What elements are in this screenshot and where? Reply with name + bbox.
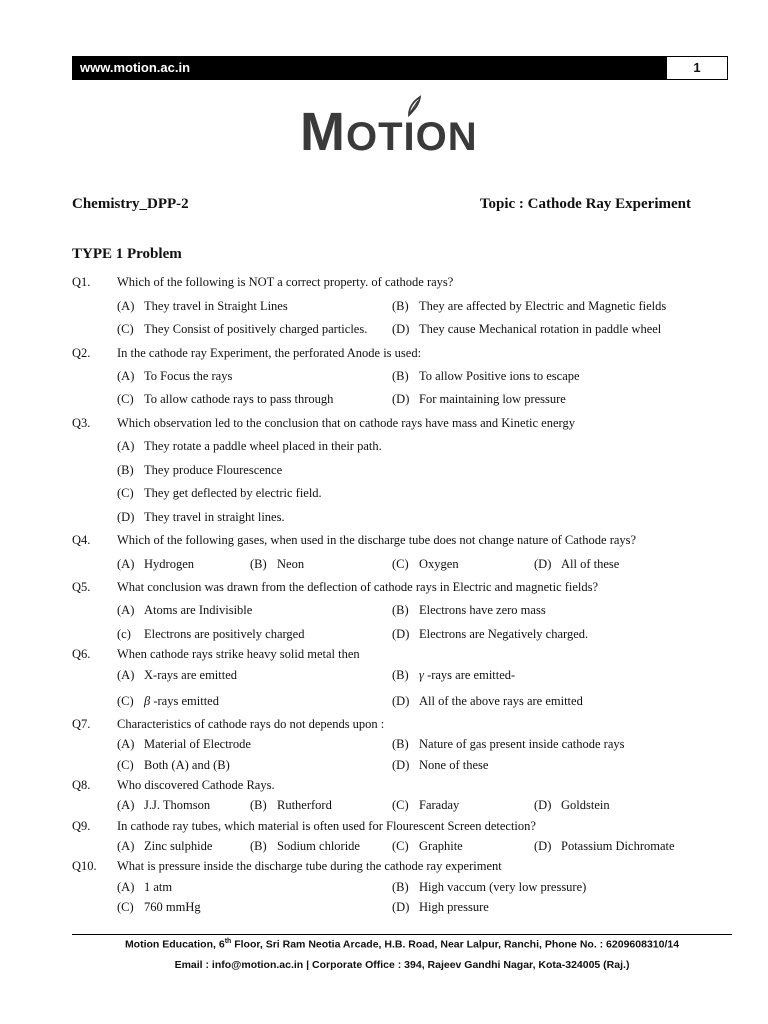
question-text: Characteristics of cathode rays do not depends upon : xyxy=(117,717,385,731)
option-a xyxy=(117,798,210,813)
option-label: (C) xyxy=(392,557,409,571)
question-number: Q2. xyxy=(72,346,91,360)
option-text: Neon xyxy=(277,557,305,571)
question-number: Q7. xyxy=(72,717,91,731)
option-c xyxy=(392,839,463,854)
option-c xyxy=(392,798,459,813)
option-label: (D) xyxy=(534,839,552,853)
option-label: (A) xyxy=(117,839,135,853)
option-label: (A) xyxy=(117,369,135,383)
question-text: What is pressure inside the discharge tube during the cathode ray experiment xyxy=(117,859,502,873)
option-c xyxy=(117,900,201,915)
option-d xyxy=(534,798,610,813)
logo-letter-m: M xyxy=(300,102,346,162)
option-c xyxy=(117,694,219,709)
option-text: J.J. Thomson xyxy=(144,798,211,812)
option-c xyxy=(117,392,333,407)
option-text: Electrons have zero mass xyxy=(419,603,546,617)
option-label: (D) xyxy=(392,322,410,336)
option-label: (A) xyxy=(117,880,135,894)
option-d xyxy=(392,392,566,407)
question-number: Q5. xyxy=(72,580,91,594)
option-b xyxy=(250,839,360,854)
question-text: Which of the following gases, when used in the discharge tube does not change nature of Cathode rays? xyxy=(117,533,637,547)
option-label: (B) xyxy=(392,668,409,682)
option-text: To Focus the rays xyxy=(144,369,233,383)
option-label: (D) xyxy=(117,510,135,524)
option-a xyxy=(117,439,382,454)
option-text: Electrons are Negatively charged. xyxy=(419,627,589,641)
option-text: They get deflected by electric field. xyxy=(144,486,322,500)
option-text: High vaccum (very low pressure) xyxy=(419,880,587,894)
option-text: -rays emitted xyxy=(150,694,219,708)
question-text: In cathode ray tubes, which material is often used for Flourescent Screen detection? xyxy=(117,819,536,833)
option-b xyxy=(250,798,332,813)
option-label: (C) xyxy=(117,758,134,772)
option-label: (B) xyxy=(250,839,267,853)
logo-letter-i: I xyxy=(403,115,416,159)
footer-address xyxy=(72,938,732,951)
option-a xyxy=(117,369,232,384)
question-text: When cathode rays strike heavy solid metal then xyxy=(117,647,360,661)
option-label: (B) xyxy=(117,463,134,477)
question-number: Q1. xyxy=(72,275,91,289)
option-b xyxy=(392,603,546,618)
option-label: (A) xyxy=(117,798,135,812)
footer-address-start: Motion Education, 6 xyxy=(124,938,225,951)
subject-title: Chemistry_DPP-2 xyxy=(72,196,189,212)
option-text: Both (A) and (B) xyxy=(144,758,230,772)
option-label: (c) xyxy=(117,627,131,641)
question-number: Q3. xyxy=(72,416,91,430)
question-number: Q8. xyxy=(72,778,91,792)
option-text: Electrons are positively charged xyxy=(144,627,305,641)
option-text: Material of Electrode xyxy=(144,737,251,751)
option-b xyxy=(392,299,666,314)
option-label: (B) xyxy=(392,369,409,383)
option-text: To allow Positive ions to escape xyxy=(419,369,580,383)
question-number: Q10. xyxy=(72,859,97,873)
option-text: -rays are emitted- xyxy=(423,668,516,682)
type-heading: TYPE 1 Problem xyxy=(72,246,182,262)
option-text: All of these xyxy=(561,557,620,571)
option-d xyxy=(534,557,619,572)
option-text: They travel in Straight Lines xyxy=(144,299,288,313)
option-text: Atoms are Indivisible xyxy=(144,603,253,617)
option-d xyxy=(392,758,488,773)
option-text: Sodium chloride xyxy=(277,839,360,853)
option-text: To allow cathode rays to pass through xyxy=(144,392,334,406)
question-text: Which observation led to the conclusion that on cathode rays have mass and Kinetic energy xyxy=(117,416,575,430)
option-text: Potassium Dichromate xyxy=(561,839,675,853)
footer-address-end: Floor, Sri Ram Neotia Arcade, H.B. Road, Near Lalpur, Ranchi, Phone No. : 6209608310/14 xyxy=(231,938,680,951)
website-url[interactable]: www.motion.ac.in xyxy=(80,60,191,75)
logo-letters-ot: OT xyxy=(345,115,404,159)
leaf-icon xyxy=(406,95,422,117)
option-a xyxy=(117,603,252,618)
option-label: (C) xyxy=(117,392,134,406)
option-label: (D) xyxy=(392,758,410,772)
option-label: (C) xyxy=(117,694,134,708)
beta-symbol: β xyxy=(144,694,151,708)
question-number: Q9. xyxy=(72,819,91,833)
option-c xyxy=(117,627,304,642)
option-c xyxy=(392,557,459,572)
option-label: (B) xyxy=(250,798,267,812)
option-d xyxy=(392,900,489,915)
option-a xyxy=(117,737,251,752)
footer-divider xyxy=(72,934,732,935)
option-text: None of these xyxy=(419,758,489,772)
option-label: (D) xyxy=(392,900,410,914)
option-text: They Consist of positively charged particles. xyxy=(144,322,368,336)
logo-i-with-leaf xyxy=(404,115,416,159)
option-d xyxy=(392,694,583,709)
question-text: In the cathode ray Experiment, the perforated Anode is used: xyxy=(117,346,422,360)
option-label: (A) xyxy=(117,299,135,313)
gamma-symbol: γ xyxy=(419,668,424,682)
option-b xyxy=(250,557,304,572)
option-text: Rutherford xyxy=(277,798,332,812)
option-b xyxy=(392,369,580,384)
option-label: (B) xyxy=(250,557,267,571)
motion-logo xyxy=(300,102,500,162)
option-label: (C) xyxy=(392,839,409,853)
header-website-bar xyxy=(72,56,666,80)
question-text: What conclusion was drawn from the deflection of cathode rays in Electric and magnetic fields? xyxy=(117,580,599,594)
option-a xyxy=(117,839,212,854)
option-c xyxy=(117,322,367,337)
option-label: (A) xyxy=(117,603,135,617)
option-text: 1 atm xyxy=(144,880,173,894)
option-d xyxy=(392,627,588,642)
option-label: (B) xyxy=(392,603,409,617)
option-b xyxy=(392,880,586,895)
option-label: (C) xyxy=(392,798,409,812)
option-text: Zinc sulphide xyxy=(144,839,213,853)
question-number: Q6. xyxy=(72,647,91,661)
option-text: Hydrogen xyxy=(144,557,194,571)
option-b xyxy=(392,737,624,752)
option-a xyxy=(117,880,172,895)
option-text: All of the above rays are emitted xyxy=(419,694,583,708)
question-number: Q4. xyxy=(72,533,91,547)
question-text: Which of the following is NOT a correct property. of cathode rays? xyxy=(117,275,454,289)
option-text: They rotate a paddle wheel placed in their path. xyxy=(144,439,382,453)
option-label: (D) xyxy=(534,557,552,571)
option-label: (A) xyxy=(117,557,135,571)
option-text: They are affected by Electric and Magnetic fields xyxy=(419,299,667,313)
option-text: High pressure xyxy=(419,900,489,914)
option-label: (D) xyxy=(392,392,410,406)
option-label: (A) xyxy=(117,668,135,682)
question-text: Who discovered Cathode Rays. xyxy=(117,778,275,792)
option-d xyxy=(392,322,661,337)
option-a xyxy=(117,557,194,572)
option-label: (C) xyxy=(117,900,134,914)
option-label: (C) xyxy=(117,486,134,500)
option-text: Nature of gas present inside cathode rays xyxy=(419,737,625,751)
option-label: (D) xyxy=(392,627,410,641)
option-text: Faraday xyxy=(419,798,460,812)
option-label: (D) xyxy=(534,798,552,812)
option-text: They cause Mechanical rotation in paddle wheel xyxy=(419,322,662,336)
option-d xyxy=(534,839,675,854)
option-d xyxy=(117,510,285,525)
option-label: (A) xyxy=(117,439,135,453)
topic-title: Topic : Cathode Ray Experiment xyxy=(479,196,691,212)
logo-letters-on: ON xyxy=(415,115,478,159)
option-label: (B) xyxy=(392,880,409,894)
option-c xyxy=(117,758,230,773)
option-a xyxy=(117,299,288,314)
option-text: Graphite xyxy=(419,839,463,853)
option-text: For maintaining low pressure xyxy=(419,392,566,406)
option-a xyxy=(117,668,237,683)
option-text: 760 mmHg xyxy=(144,900,201,914)
option-c xyxy=(117,486,322,501)
option-label: (A) xyxy=(117,737,135,751)
footer-superscript: th xyxy=(224,938,232,945)
option-label: (D) xyxy=(392,694,410,708)
option-b xyxy=(392,668,515,683)
option-text: Oxygen xyxy=(419,557,459,571)
option-label: (C) xyxy=(117,322,134,336)
option-text: X-rays are emitted xyxy=(144,668,238,682)
option-label: (B) xyxy=(392,299,409,313)
option-b xyxy=(117,463,282,478)
footer-contact: Email : info@motion.ac.in | Corporate Office : 394, Rajeev Gandhi Nagar, Kota-324005 (Raj.) xyxy=(174,959,630,971)
page-number: 1 xyxy=(666,56,728,80)
option-text: Goldstein xyxy=(561,798,610,812)
option-label: (B) xyxy=(392,737,409,751)
option-text: They produce Flourescence xyxy=(144,463,283,477)
option-text: They travel in straight lines. xyxy=(144,510,285,524)
